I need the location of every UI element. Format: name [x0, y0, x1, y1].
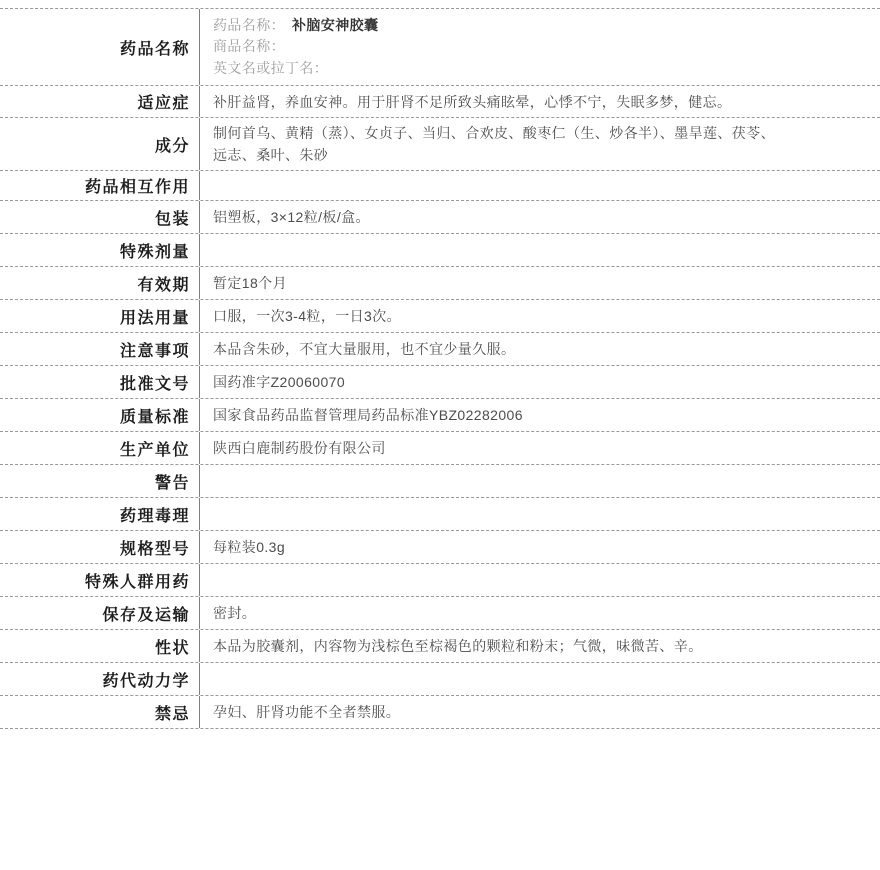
row-label: 特殊剂量	[0, 234, 200, 266]
table-row-storage	[0, 597, 880, 630]
table-row-manufacturer	[0, 432, 880, 465]
row-label: 警告	[0, 465, 200, 497]
row-label: 生产单位	[0, 432, 200, 464]
row-value: 国家食品药品监督管理局药品标准YBZ02282006	[213, 407, 523, 423]
row-label: 质量标准	[0, 399, 200, 431]
table-row-packaging	[0, 201, 880, 234]
row-label: 规格型号	[0, 531, 200, 563]
row-value: 本品含朱砂，不宜大量服用，也不宜少量久服。	[213, 341, 516, 357]
table-row-indications	[0, 86, 880, 118]
row-value: 暂定18个月	[213, 275, 287, 291]
ingredients-line-2: 远志、桑叶、朱砂	[213, 147, 329, 163]
row-value: 口服，一次3-4粒，一日3次。	[213, 308, 402, 324]
row-value	[200, 465, 880, 497]
drug-name-prompt: 药品名称：	[213, 16, 285, 33]
row-value: 密封。	[213, 605, 257, 621]
row-value: 补肝益肾，养血安神。用于肝肾不足所致头痛眩晕，心悸不宁，失眠多梦，健忘。	[213, 93, 732, 110]
row-value	[200, 234, 880, 266]
row-label-drug-name: 药品名称	[0, 9, 200, 85]
table-row-interactions	[0, 171, 880, 201]
table-row-precautions	[0, 333, 880, 366]
table-row-special-dosage	[0, 234, 880, 267]
row-label: 药代动力学	[0, 663, 200, 695]
table-row-pharmacology	[0, 498, 880, 531]
table-row-approval-number	[0, 366, 880, 399]
table-row-warning	[0, 465, 880, 498]
row-value	[200, 498, 880, 530]
row-value	[200, 663, 880, 695]
row-value	[200, 171, 880, 200]
table-row-description	[0, 630, 880, 663]
row-value-drug-name	[200, 9, 880, 85]
row-value: 铝塑板，3×12粒/板/盒。	[213, 209, 370, 225]
table-row-shelf-life	[0, 267, 880, 300]
row-label: 注意事项	[0, 333, 200, 365]
drug-name-value: 补脑安神胶囊	[292, 16, 379, 33]
table-row-drug-name	[0, 9, 880, 86]
table-row-special-populations	[0, 564, 880, 597]
row-label: 成分	[0, 118, 200, 170]
table-row-quality-standard	[0, 399, 880, 432]
drug-info-table	[0, 8, 880, 729]
row-label: 性状	[0, 630, 200, 662]
latin-name-prompt: 英文名或拉丁名：	[213, 59, 329, 76]
ingredients-line-1: 制何首乌、黄精（蒸）、女贞子、当归、合欢皮、酸枣仁（生、炒各半）、墨旱莲、茯苓、	[213, 125, 775, 141]
row-label: 禁忌	[0, 696, 200, 728]
row-label: 用法用量	[0, 300, 200, 332]
row-value: 本品为胶囊剂，内容物为浅棕色至棕褐色的颗粒和粉末；气微，味微苦、辛。	[213, 638, 703, 654]
row-value	[200, 118, 880, 170]
table-row-dosage	[0, 300, 880, 333]
row-label: 药理毒理	[0, 498, 200, 530]
table-row-specification	[0, 531, 880, 564]
row-value	[200, 564, 880, 596]
row-label: 特殊人群用药	[0, 564, 200, 596]
row-label: 批准文号	[0, 366, 200, 398]
row-value: 孕妇、肝肾功能不全者禁服。	[213, 704, 401, 720]
row-label: 药品相互作用	[0, 171, 200, 200]
row-label: 包装	[0, 201, 200, 233]
trade-name-prompt: 商品名称：	[213, 38, 285, 55]
row-value: 每粒装0.3g	[213, 539, 286, 555]
row-value: 陕西白鹿制药股份有限公司	[213, 440, 386, 456]
row-value: 国药准字Z20060070	[213, 374, 346, 390]
row-label: 有效期	[0, 267, 200, 299]
row-label: 适应症	[0, 86, 200, 117]
table-row-ingredients	[0, 118, 880, 171]
row-label: 保存及运输	[0, 597, 200, 629]
table-row-pharmacokinetics	[0, 663, 880, 696]
drug-name-line	[213, 15, 378, 37]
table-row-contraindications	[0, 696, 880, 729]
